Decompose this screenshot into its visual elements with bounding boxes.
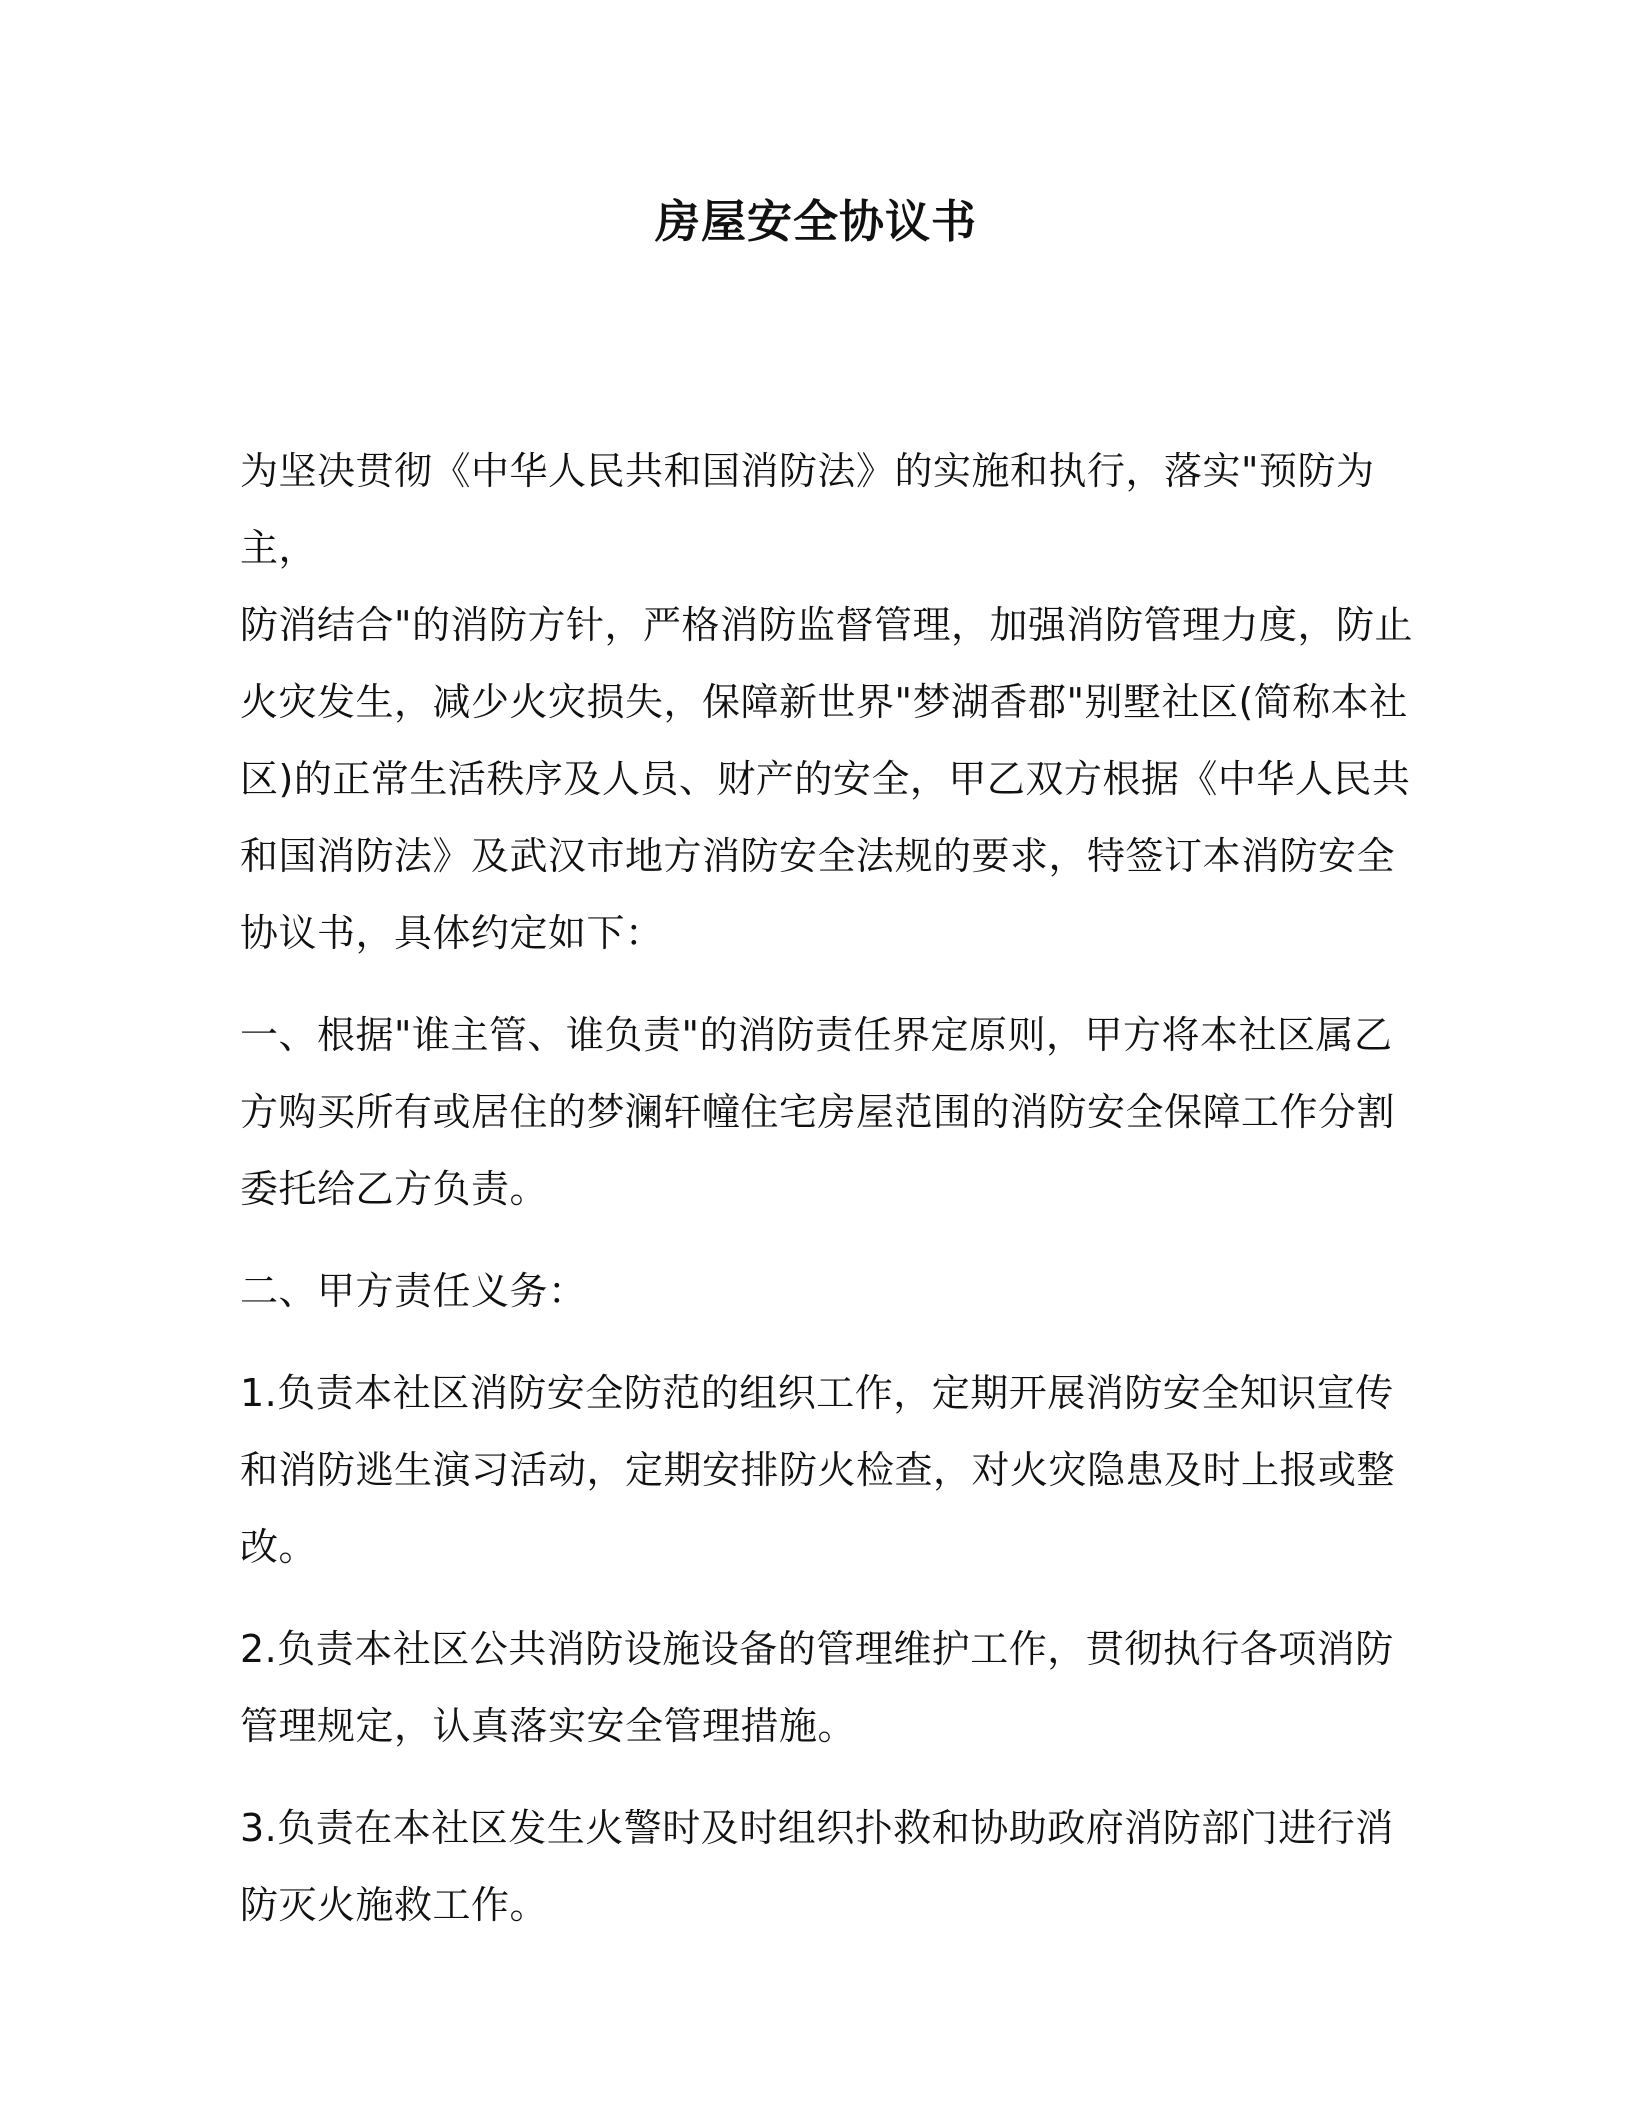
preamble-paragraph: 为坚决贯彻《中华人民共和国消防法》的实施和执行，落实"预防为主， 防消结合"的消防方针，严格消防监督管理，加强消防管理力度，防止 火灾发生，减少火灾损失，保障新世界"梦湖香郡"别墅社区(简称本社 区)的正常生活秩序及人员、财产的安全，甲乙双方根据《中华人民共 和国消防法》及武汉市地方消防安全法规的要求，特签订本消防安全 协议书，具体约定如下： xyxy=(240,449,1413,955)
clause-two-item-1: 1.负责本社区消防安全防范的组织工作，定期开展消防安全知识宣传 和消防逃生演习活动，定期安排防火检查，对火灾隐患及时上报或整 改。 xyxy=(240,1371,1396,1569)
document-title: 房屋安全协议书 xyxy=(654,195,977,248)
clause-two-heading: 二、甲方责任义务： xyxy=(240,1269,587,1313)
clause-two-item-3: 3.负责在本社区发生火警时及时组织扑救和协助政府消防部门进行消 防灭火施救工作。 xyxy=(240,1806,1394,1927)
clause-two-item-2: 2.负责本社区公共消防设施设备的管理维护工作，贯彻执行各项消防 管理规定，认真落实安全管理措施。 xyxy=(240,1627,1394,1748)
document-body xyxy=(240,433,1420,1969)
clause-one-paragraph: 一、根据"谁主管、谁负责"的消防责任界定原则，甲方将本社区属乙 方购买所有或居住的梦澜轩幢住宅房屋范围的消防安全保障工作分割 委托给乙方负责。 xyxy=(240,1013,1396,1211)
